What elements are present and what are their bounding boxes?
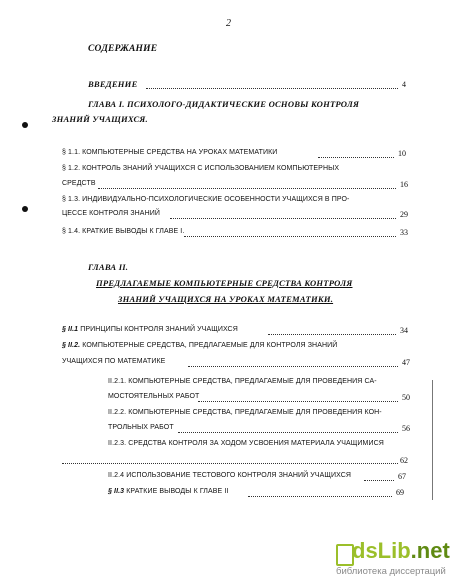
- chapter2-label: ГЛАВА II.: [88, 262, 129, 272]
- dslib-logo-name: dsLib: [352, 538, 411, 563]
- toc-item-cont: СРЕДСТВ: [62, 180, 96, 187]
- toc-item: [62, 342, 337, 349]
- leader-dots: [248, 496, 392, 497]
- toc-item-number: § II.3: [108, 488, 125, 495]
- toc-item-page: 47: [402, 358, 410, 367]
- toc-item-page: 67: [398, 472, 406, 481]
- leader-dots: [170, 218, 396, 219]
- leader-dots: [184, 236, 396, 237]
- toc-item-label: КРАТКИЕ ВЫВОДЫ К ГЛАВЕ II: [124, 488, 229, 495]
- leader-dots: [188, 366, 398, 367]
- toc-item-page: 56: [402, 424, 410, 433]
- toc-item-page: 62: [400, 456, 408, 465]
- toc-item-label: ПРИНЦИПЫ КОНТРОЛЯ ЗНАНИЙ УЧАЩИХСЯ: [78, 326, 238, 333]
- toc-title: СОДЕРЖАНИЕ: [88, 44, 158, 54]
- dslib-tagline: библиотека диссертаций: [336, 566, 446, 577]
- toc-item-page: 50: [402, 393, 410, 402]
- toc-item: [62, 326, 238, 333]
- toc-item-cont: ТРОЛЬНЫХ РАБОТ: [108, 424, 174, 431]
- toc-item-page: 33: [400, 228, 408, 237]
- margin-hole-mark: [22, 122, 28, 128]
- toc-item: II.2.3. СРЕДСТВА КОНТРОЛЯ ЗА ХОДОМ УСВОЕНИЯ МАТЕРИАЛА УЧАЩИМИСЯ: [108, 440, 384, 447]
- leader-dots: [62, 463, 398, 464]
- toc-item: [108, 488, 228, 495]
- toc-item-cont: ЦЕССЕ КОНТРОЛЯ ЗНАНИЙ: [62, 210, 160, 217]
- dslib-logo: [352, 538, 450, 564]
- margin-hole-mark: [22, 206, 28, 212]
- toc-item-cont: МОСТОЯТЕЛЬНЫХ РАБОТ: [108, 393, 200, 400]
- toc-item-page: 16: [400, 180, 408, 189]
- toc-item-cont: УЧАЩИХСЯ ПО МАТЕМАТИКЕ: [62, 358, 166, 365]
- dslib-logo-tld: .net: [410, 538, 450, 563]
- toc-item: II.2.2. КОМПЬЮТЕРНЫЕ СРЕДСТВА, ПРЕДЛАГАЕМЫЕ ДЛЯ ПРОВЕДЕНИЯ КОН-: [108, 409, 382, 416]
- toc-item: § 1.2. КОНТРОЛЬ ЗНАНИЙ УЧАЩИХСЯ С ИСПОЛЬЗОВАНИЕМ КОМПЬЮТЕРНЫХ: [62, 165, 340, 172]
- toc-item: § 1.3. ИНДИВИДУАЛЬНО-ПСИХОЛОГИЧЕСКИЕ ОСОБЕННОСТИ УЧАЩИХСЯ В ПРО-: [62, 196, 350, 203]
- chapter2-title: ПРЕДЛАГАЕМЫЕ КОМПЬЮТЕРНЫЕ СРЕДСТВА КОНТРОЛЯ: [96, 278, 353, 288]
- leader-dots: [98, 188, 396, 189]
- page-number: 2: [226, 18, 231, 29]
- chapter1-heading-cont: ЗНАНИЙ УЧАЩИХСЯ.: [52, 114, 148, 124]
- leader-dots: [268, 334, 396, 335]
- toc-item-page: 10: [398, 149, 406, 158]
- toc-item: § 1.4. КРАТКИЕ ВЫВОДЫ К ГЛАВЕ I.: [62, 228, 185, 235]
- toc-item-number: § II.1: [62, 326, 79, 333]
- toc-item-number: § II.2.: [62, 342, 81, 349]
- toc-item: II.2.4 ИСПОЛЬЗОВАНИЕ ТЕСТОВОГО КОНТРОЛЯ ЗНАНИЙ УЧАЩИХСЯ: [108, 472, 352, 479]
- scan-edge-line: [432, 380, 433, 500]
- toc-item: II.2.1. КОМПЬЮТЕРНЫЕ СРЕДСТВА, ПРЕДЛАГАЕМЫЕ ДЛЯ ПРОВЕДЕНИЯ СА-: [108, 378, 377, 385]
- toc-item-page: 34: [400, 326, 408, 335]
- toc-intro-page: 4: [402, 80, 406, 89]
- leader-dots: [318, 157, 394, 158]
- chapter2-title-cont: ЗНАНИЙ УЧАЩИХСЯ НА УРОКАХ МАТЕМАТИКИ.: [118, 294, 334, 304]
- toc-item-label: КОМПЬЮТЕРНЫЕ СРЕДСТВА, ПРЕДЛАГАЕМЫЕ ДЛЯ КОНТРОЛЯ ЗНАНИЙ: [80, 342, 338, 349]
- toc-item: § 1.1. КОМПЬЮТЕРНЫЕ СРЕДСТВА НА УРОКАХ МАТЕМАТИКИ: [62, 149, 278, 156]
- toc-item-page: 69: [396, 488, 404, 497]
- toc-intro-label: ВВЕДЕНИЕ: [88, 79, 138, 89]
- leader-dots: [178, 432, 398, 433]
- toc-item-page: 29: [400, 210, 408, 219]
- leader-dots: [364, 480, 394, 481]
- dslib-watermark: [300, 536, 448, 580]
- leader-dots: [198, 401, 398, 402]
- chapter1-heading: ГЛАВА I. ПСИХОЛОГО-ДИДАКТИЧЕСКИЕ ОСНОВЫ КОНТРОЛЯ: [88, 99, 360, 109]
- leader-dots: [146, 88, 398, 89]
